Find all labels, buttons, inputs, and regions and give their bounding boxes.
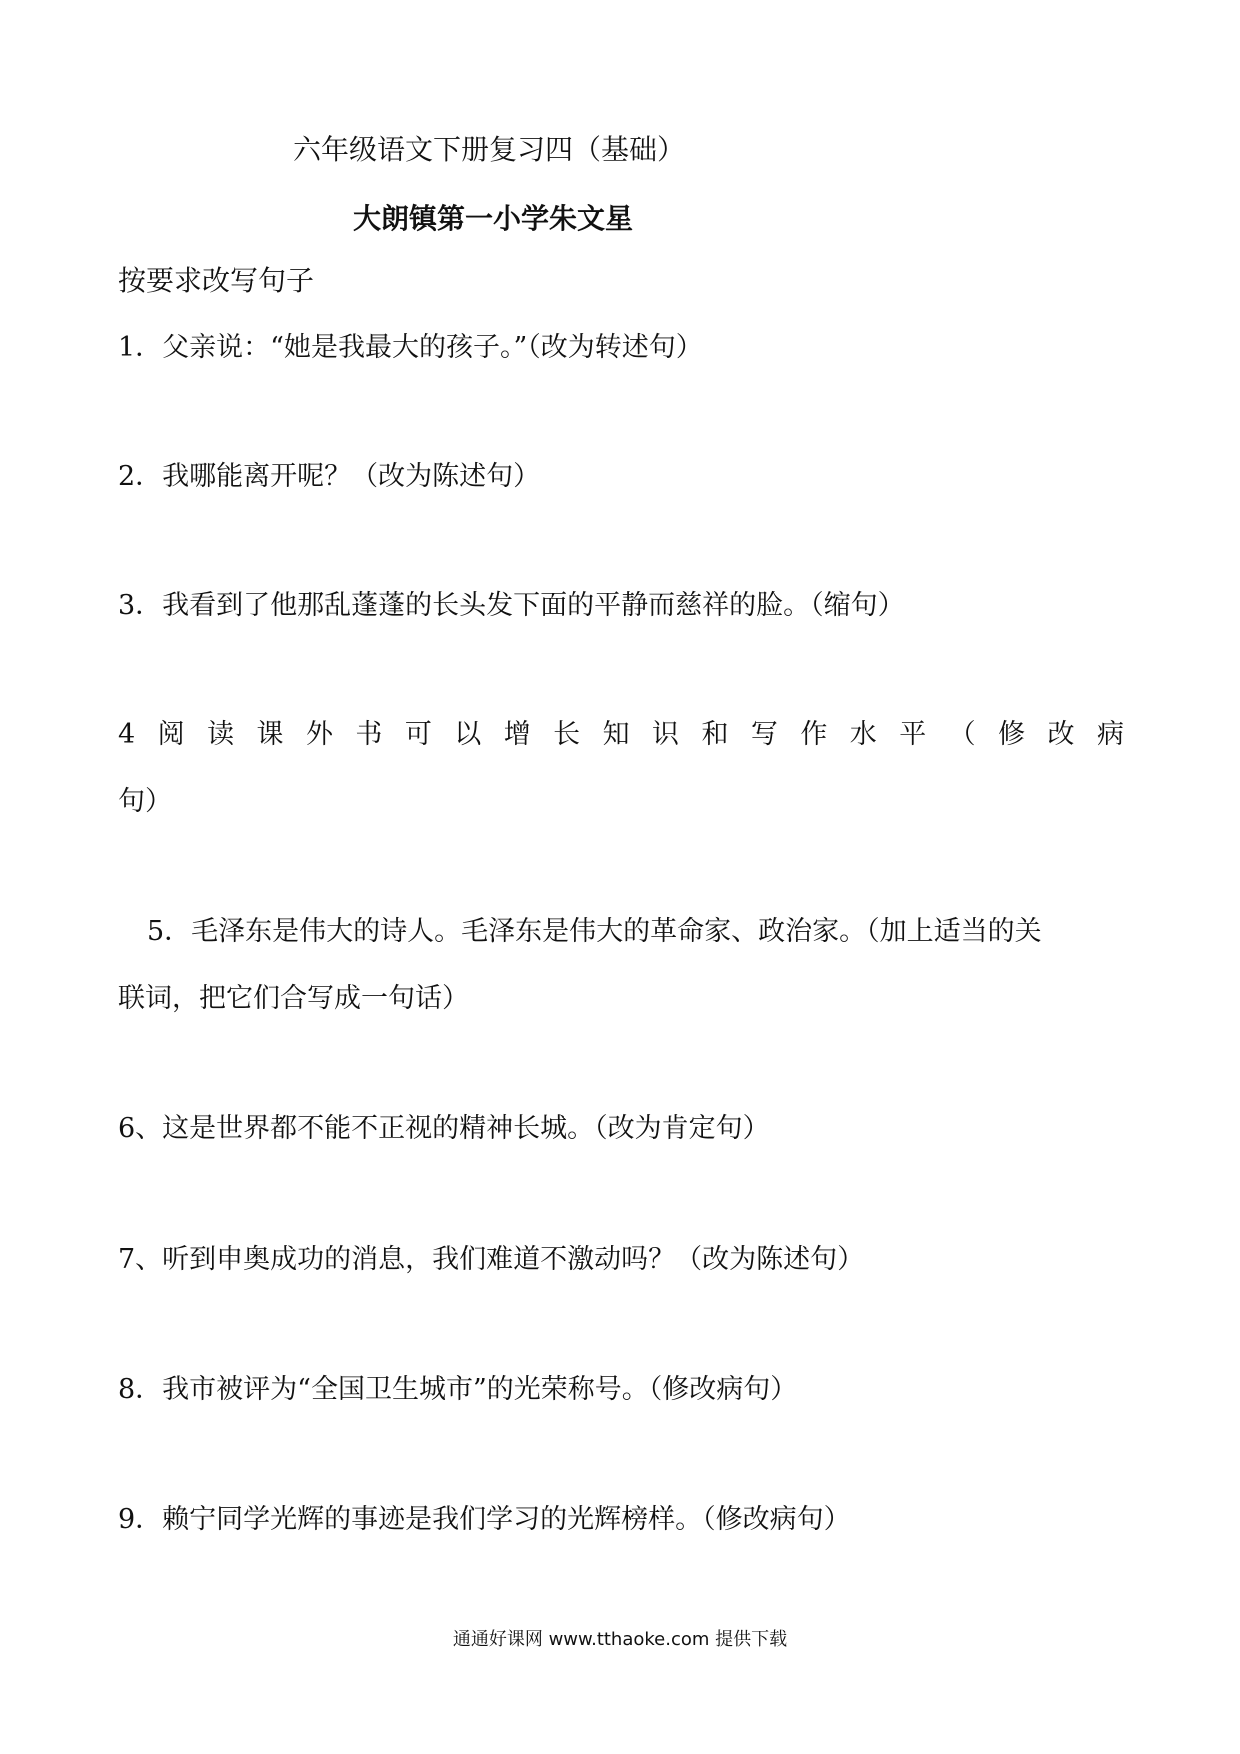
question-2: 2．我哪能离开呢？（改为陈述句） — [118, 461, 541, 492]
question-4-char: 以 — [454, 719, 482, 750]
question-4-char: 书 — [355, 719, 383, 750]
question-4-char: 课 — [256, 719, 284, 750]
question-4-char: 识 — [652, 719, 679, 750]
question-4-char: 阅 — [157, 719, 185, 750]
footer-credit: 通通好课网 www.tthaoke.com 提供下载 — [452, 1629, 788, 1650]
question-9: 9．赖宁同学光辉的事迹是我们学习的光辉榜样。（修改病句） — [118, 1504, 851, 1535]
question-4-char: 读 — [207, 719, 235, 750]
question-4-char: 可 — [404, 719, 432, 750]
question-4-char: 改 — [1047, 719, 1075, 750]
question-4-char: 修 — [998, 719, 1026, 750]
document-title: 六年级语文下册复习四（基础） — [293, 133, 686, 166]
question-5-line-1: 5．毛泽东是伟大的诗人。毛泽东是伟大的革命家、政治家。（加上适当的关 — [147, 916, 1042, 947]
question-4-char: 水 — [849, 719, 877, 750]
question-6: 6、这是世界都不能不正视的精神长城。（改为肯定句） — [118, 1113, 770, 1144]
question-4-char: 4 — [118, 719, 136, 750]
question-4-char: 外 — [305, 719, 333, 750]
question-4-char: 知 — [602, 719, 630, 750]
question-7: 7、听到申奥成功的消息，我们难道不激动吗？（改为陈述句） — [118, 1244, 865, 1275]
question-4-char: 病 — [1096, 719, 1124, 750]
question-8: 8．我市被评为“全国卫生城市”的光荣称号。（修改病句） — [118, 1374, 798, 1405]
question-1: 1．父亲说：“她是我最大的孩子。”（改为转述句） — [118, 332, 703, 363]
question-4-char: 作 — [800, 719, 828, 750]
question-4-char: 和 — [701, 719, 729, 750]
question-4-char: （ — [948, 719, 976, 750]
question-4-char: 平 — [899, 719, 927, 750]
author-line: 大朗镇第一小学朱文星 — [353, 202, 634, 235]
question-4-char: 写 — [750, 719, 778, 750]
section-heading: 按要求改写句子 — [118, 264, 315, 297]
question-3: 3．我看到了他那乱蓬蓬的长头发下面的平静而慈祥的脸。（缩句） — [118, 590, 905, 621]
question-5-line-2: 联词，把它们合写成一句话） — [118, 983, 469, 1014]
question-4-line-2: 句） — [118, 786, 172, 817]
question-4-char: 长 — [553, 719, 581, 750]
question-4-line-1 — [118, 717, 1124, 753]
question-4-char: 增 — [503, 719, 531, 750]
